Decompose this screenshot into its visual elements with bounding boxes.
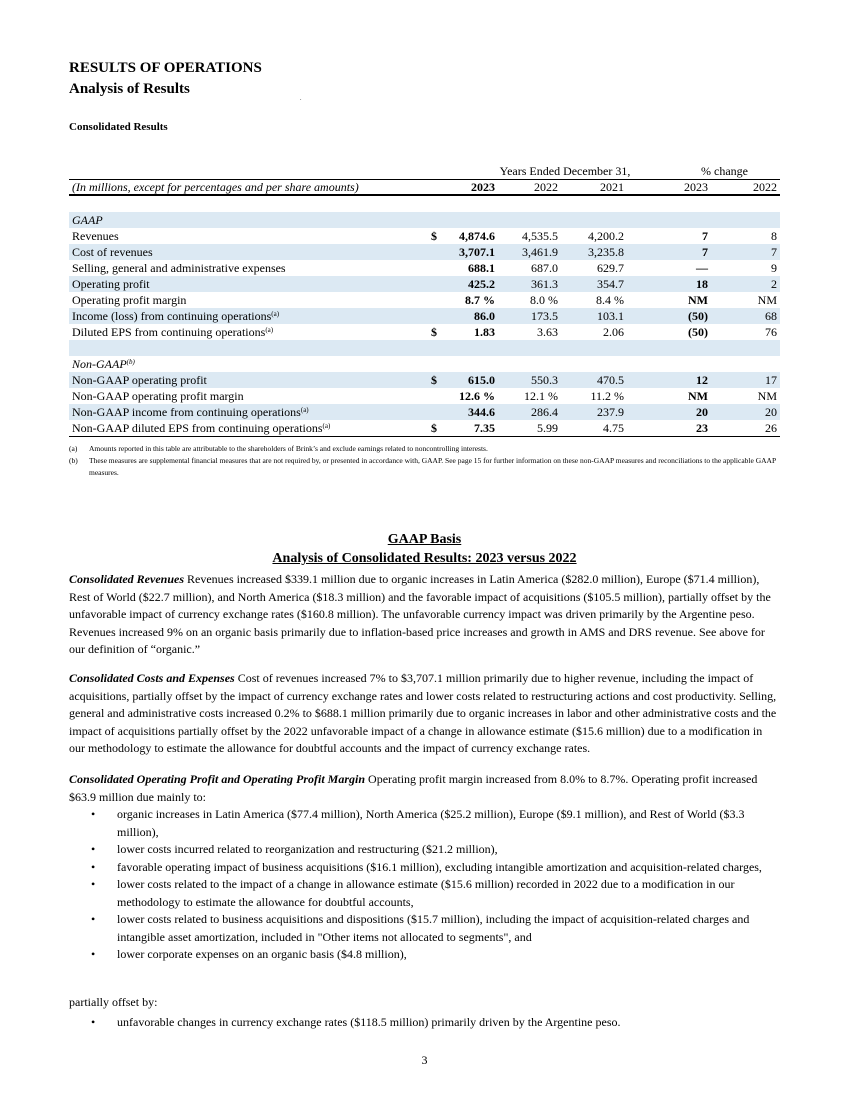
dollar-sign: $ xyxy=(431,373,437,387)
spacer-row xyxy=(69,196,780,212)
col-change-2022: 2022 xyxy=(753,180,777,194)
col-2022: 2022 xyxy=(534,180,558,194)
row-label xyxy=(72,260,286,276)
row-label xyxy=(72,244,153,260)
row-label-text: Operating profit margin xyxy=(72,293,187,307)
table-row xyxy=(69,276,780,292)
footnote-b xyxy=(69,455,780,479)
table-row xyxy=(69,260,780,276)
value-2021: 11.2 % xyxy=(590,389,624,403)
table-row xyxy=(69,228,780,244)
stray-mark: . xyxy=(300,96,302,102)
value-2021: 470.5 xyxy=(597,373,624,387)
row-label xyxy=(72,324,273,340)
page-subtitle: Analysis of Results xyxy=(69,81,190,97)
list-item-text: favorable operating impact of business acquisitions ($16.1 million), excluding intangible amortization and acquisition-related charges, xyxy=(117,859,762,874)
list-item xyxy=(69,876,781,911)
change-2022: 2 xyxy=(771,277,777,291)
change-2023: — xyxy=(696,261,708,275)
row-label-text: Revenues xyxy=(72,229,119,243)
change-2022: 9 xyxy=(771,261,777,275)
change-2023: 7 xyxy=(702,229,708,243)
costs-lead: Consolidated Costs and Expenses xyxy=(69,671,235,685)
value-2023: 86.0 xyxy=(474,309,495,323)
list-item xyxy=(69,841,781,859)
value-2022: 687.0 xyxy=(531,261,558,275)
value-2023: 1.83 xyxy=(474,325,495,339)
footnote-a-marker: (a) xyxy=(69,444,78,453)
change-2022: NM xyxy=(757,389,777,403)
value-2021: 237.9 xyxy=(597,405,624,419)
page-title: RESULTS OF OPERATIONS xyxy=(69,60,262,76)
list-item xyxy=(69,1014,781,1032)
value-2021: 4,200.2 xyxy=(588,229,624,243)
row-label xyxy=(72,372,207,388)
value-2022: 173.5 xyxy=(531,309,558,323)
table-row xyxy=(69,324,780,340)
row-label xyxy=(72,292,186,308)
nongaap-label-text: Non-GAAP xyxy=(72,357,127,371)
row-label xyxy=(72,228,119,244)
dollar-sign: $ xyxy=(431,421,437,435)
change-2022: 68 xyxy=(765,309,777,323)
bullet-icon: • xyxy=(91,807,96,821)
footnote-b-marker: (b) xyxy=(69,456,78,465)
dollar-sign: $ xyxy=(431,325,437,339)
list-item-text: lower costs related to business acquisitions and dispositions ($15.7 million), including the impact of acquisition-related charges and intangible asset amortization, included in "Other items not allocated to segments", and xyxy=(117,912,750,944)
nongaap-label xyxy=(72,356,135,372)
value-2022: 286.4 xyxy=(531,405,558,419)
footnote-a-text: Amounts reported in this table are attributable to the shareholders of Brink’s and exclude earnings related to noncontrolling interests. xyxy=(89,444,488,453)
bullet-icon: • xyxy=(91,947,96,961)
gaap-basis-heading: GAAP Basis xyxy=(387,532,462,547)
row-label xyxy=(72,404,309,420)
bullet-icon: • xyxy=(91,1015,96,1029)
value-2022: 3,461.9 xyxy=(522,245,558,259)
list-item-text: unfavorable changes in currency exchange rates ($118.5 million) primarily driven by the Argentine peso. xyxy=(117,1015,621,1029)
spacer-row xyxy=(69,340,780,356)
table-header-columns xyxy=(69,179,780,196)
row-label-text: Non-GAAP operating profit margin xyxy=(72,389,244,403)
row-label-text: Non-GAAP operating profit xyxy=(72,373,207,387)
row-label-text: Operating profit xyxy=(72,277,150,291)
nongaap-group-row xyxy=(69,356,780,372)
value-2021: 354.7 xyxy=(597,277,624,291)
value-2022: 361.3 xyxy=(531,277,558,291)
operating-profit-text: Operating profit margin increased from 8.0% to 8.7%. Operating profit increased $63.9 million due mainly to: xyxy=(69,772,758,804)
footnotes xyxy=(69,443,780,479)
value-2021: 103.1 xyxy=(597,309,624,323)
table-row xyxy=(69,244,780,260)
section-heading: Consolidated Results xyxy=(69,121,168,133)
row-label-text: Non-GAAP income from continuing operations xyxy=(72,405,301,419)
bullet-icon: • xyxy=(91,842,96,856)
row-label xyxy=(72,420,330,436)
value-2023: 425.2 xyxy=(468,277,495,291)
percent-change-label: % change xyxy=(701,164,748,178)
value-2022: 4,535.5 xyxy=(522,229,558,243)
bullet-icon: • xyxy=(91,877,96,891)
offset-list xyxy=(69,1014,781,1032)
row-label xyxy=(72,308,279,324)
change-2023: 12 xyxy=(696,373,708,387)
value-2023: 7.35 xyxy=(474,421,495,435)
change-2023: (50) xyxy=(688,325,708,339)
value-2023: 688.1 xyxy=(468,261,495,275)
table-header-top xyxy=(69,164,780,179)
footnote-ref: (a) xyxy=(300,406,309,414)
row-label-text: Cost of revenues xyxy=(72,245,153,259)
list-item-text: lower costs incurred related to reorganization and restructuring ($21.2 million), xyxy=(117,842,498,856)
list-item xyxy=(69,946,781,964)
value-2022: 5.99 xyxy=(537,421,558,435)
change-2022: 8 xyxy=(771,229,777,243)
revenues-text: Revenues increased $339.1 million due to organic increases in Latin America ($282.0 million), Europe ($71.4 million), Rest of World ($22.7 million), and North America ($18.3 million) and the favorable impact of acquisitions ($105.5 million), partially offset by the unfavorable impact of currency exchange rates ($160.8 million). The unfavorable currency impact was driven primarily by the Argentine peso. Revenues increased 9% on an organic basis primarily due to inflation-based price increases and growth in AMS and DRS revenue. See above for our definition of “organic.” xyxy=(69,572,771,656)
dollar-sign: $ xyxy=(431,229,437,243)
change-2022: NM xyxy=(757,293,777,307)
row-label-text: Income (loss) from continuing operations xyxy=(72,309,272,323)
page-number: 3 xyxy=(421,1053,428,1067)
list-item xyxy=(69,806,781,841)
value-2023: 8.7 % xyxy=(465,293,495,307)
costs-text: Cost of revenues increased 7% to $3,707.1 million primarily due to higher revenue, including the impact of acquisitions, partially offset by the impact of currency exchange rates and lower costs related to restructuring actions and cost productivity. Selling, general and administrative costs increased 0.2% to $688.1 million primarily due to organic increases in labor and other administrative costs and the impact of acquisitions partially offset by the 2022 unfavorable impact of a change in allowance estimate ($15.6 million) due to a modification in our methodology to estimate the allowance for doubtful accounts and the impact of currency exchange rates. xyxy=(69,671,777,755)
change-2022: 26 xyxy=(765,421,777,435)
table-row xyxy=(69,404,780,420)
change-2022: 17 xyxy=(765,373,777,387)
gaap-label: GAAP xyxy=(72,213,103,227)
bullet-icon: • xyxy=(91,859,96,874)
col-2021: 2021 xyxy=(600,180,624,194)
bullet-icon: • xyxy=(91,912,96,926)
row-label xyxy=(72,388,244,404)
row-label xyxy=(72,276,150,292)
footnote-ref: (a) xyxy=(265,326,274,334)
change-2022: 20 xyxy=(765,405,777,419)
table-row xyxy=(69,292,780,308)
col-2023: 2023 xyxy=(471,180,495,194)
col-change-2023: 2023 xyxy=(684,180,708,194)
change-2023: 20 xyxy=(696,405,708,419)
row-label-text: Selling, general and administrative expenses xyxy=(72,261,286,275)
footnote-ref: (a) xyxy=(322,422,331,430)
change-2023: (50) xyxy=(688,309,708,323)
revenues-paragraph xyxy=(69,571,781,659)
value-2023: 4,874.6 xyxy=(459,229,495,243)
gaap-rows xyxy=(69,228,780,340)
list-item-text: lower corporate expenses on an organic basis ($4.8 million), xyxy=(117,947,407,961)
change-2023: 18 xyxy=(696,277,708,291)
years-ended-label: Years Ended December 31, xyxy=(499,164,631,178)
change-2022: 76 xyxy=(765,325,777,339)
value-2021: 4.75 xyxy=(603,421,624,435)
value-2022: 3.63 xyxy=(537,325,558,339)
value-2023: 344.6 xyxy=(468,405,495,419)
list-item xyxy=(69,859,781,877)
row-label-text: Diluted EPS from continuing operations xyxy=(72,325,266,339)
value-2021: 3,235.8 xyxy=(588,245,624,259)
value-2023: 12.6 % xyxy=(459,389,495,403)
value-2021: 8.4 % xyxy=(596,293,624,307)
change-2023: 23 xyxy=(696,421,708,435)
table-row xyxy=(69,420,780,437)
nongaap-rows xyxy=(69,372,780,437)
value-2022: 8.0 % xyxy=(530,293,558,307)
value-2023: 3,707.1 xyxy=(459,245,495,259)
costs-paragraph xyxy=(69,670,781,758)
change-2023: 7 xyxy=(702,245,708,259)
offset-text: partially offset by: xyxy=(69,995,158,1009)
nongaap-footnote-ref: (b) xyxy=(126,358,135,366)
value-2023: 615.0 xyxy=(468,373,495,387)
gaap-group-row xyxy=(69,212,780,228)
list-item-text: organic increases in Latin America ($77.4 million), North America ($25.2 million), Europe ($9.1 million), and Rest of World ($3.3 million), xyxy=(117,807,745,839)
footnote-ref: (a) xyxy=(271,310,280,318)
operating-profit-lead: Consolidated Operating Profit and Operating Profit Margin xyxy=(69,772,366,786)
change-2023: NM xyxy=(688,293,708,307)
operating-profit-paragraph xyxy=(69,771,781,806)
value-2022: 12.1 % xyxy=(524,389,558,403)
results-table xyxy=(69,164,780,437)
footnote-a xyxy=(69,443,780,455)
profit-drivers-list xyxy=(69,806,781,964)
value-2021: 629.7 xyxy=(597,261,624,275)
value-2021: 2.06 xyxy=(603,325,624,339)
row-label-text: Non-GAAP diluted EPS from continuing operations xyxy=(72,421,323,435)
change-2022: 7 xyxy=(771,245,777,259)
footnote-b-text: These measures are supplemental financial measures that are not required by, or presented in accordance with, GAAP. See page 15 for further information on these non-GAAP measures and reconciliations to the applicable GAAP measures. xyxy=(89,456,776,477)
value-2022: 550.3 xyxy=(531,373,558,387)
table-row xyxy=(69,372,780,388)
analysis-heading: Analysis of Consolidated Results: 2023 versus 2022 xyxy=(272,551,577,566)
table-row xyxy=(69,308,780,324)
change-2023: NM xyxy=(688,389,708,403)
list-item xyxy=(69,911,781,946)
table-row xyxy=(69,388,780,404)
units-label: (In millions, except for percentages and per share amounts) xyxy=(72,180,359,194)
revenues-lead: Consolidated Revenues xyxy=(69,572,185,586)
list-item-text: lower costs related to the impact of a change in allowance estimate ($15.6 million) recorded in 2022 due to a modification in our methodology to estimate the allowance for doubtful accounts, xyxy=(117,877,735,909)
